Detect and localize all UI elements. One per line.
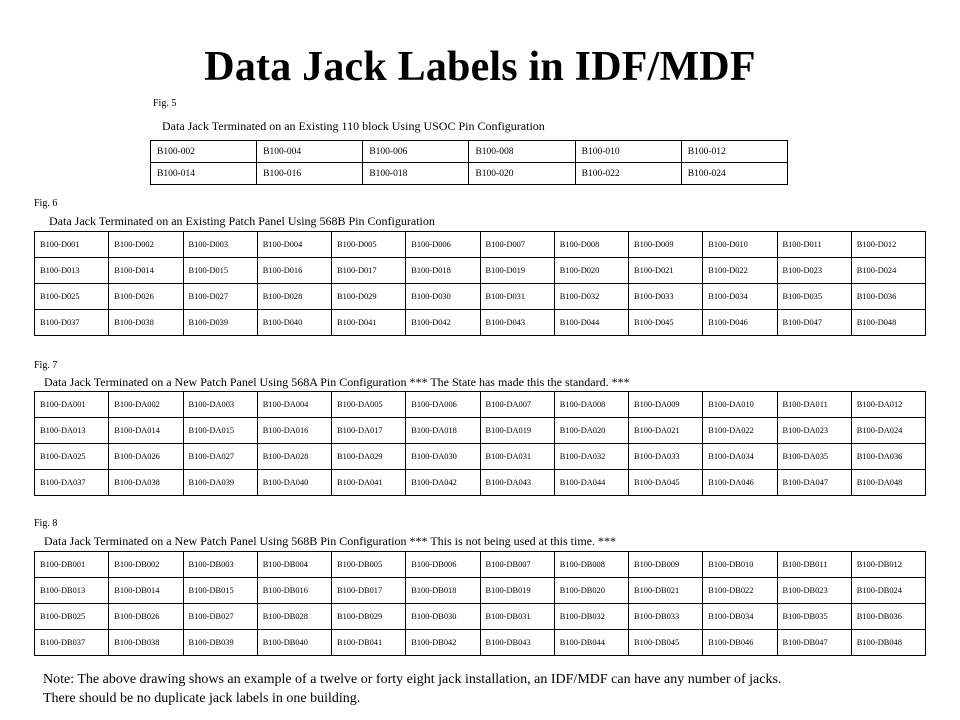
jack-label-cell: B100-DB003 <box>183 552 257 578</box>
jack-label-cell: B100-DA001 <box>35 392 109 418</box>
table-row <box>151 141 788 163</box>
jack-label-cell: B100-D014 <box>109 258 183 284</box>
jack-label-cell: B100-D019 <box>480 258 554 284</box>
jack-label-cell: B100-DB011 <box>777 552 851 578</box>
jack-label-cell: B100-004 <box>257 141 363 163</box>
jack-label-cell: B100-D044 <box>554 310 628 336</box>
jack-label-cell: B100-DA007 <box>480 392 554 418</box>
jack-label-cell: B100-D048 <box>851 310 925 336</box>
table-row <box>35 258 926 284</box>
jack-label-cell: B100-D021 <box>629 258 703 284</box>
jack-label-cell: B100-DA034 <box>703 444 777 470</box>
jack-label-cell: B100-D020 <box>554 258 628 284</box>
jack-label-cell: B100-DB028 <box>257 604 331 630</box>
jack-label-cell: B100-D037 <box>35 310 109 336</box>
jack-label-cell: B100-008 <box>469 141 575 163</box>
footer-note <box>43 670 943 708</box>
jack-label-cell: B100-DA005 <box>332 392 406 418</box>
jack-label-cell: B100-D017 <box>332 258 406 284</box>
jack-label-cell: B100-DB016 <box>257 578 331 604</box>
jack-label-cell: B100-DA023 <box>777 418 851 444</box>
jack-label-cell: B100-D047 <box>777 310 851 336</box>
jack-label-cell: B100-018 <box>363 163 469 185</box>
jack-label-cell: B100-DB038 <box>109 630 183 656</box>
fig-8-jack-table <box>34 551 926 656</box>
jack-label-cell: B100-DA033 <box>629 444 703 470</box>
jack-label-cell: B100-DA048 <box>851 470 925 496</box>
table-row <box>35 392 926 418</box>
jack-label-cell: B100-DA026 <box>109 444 183 470</box>
jack-label-cell: B100-DB048 <box>851 630 925 656</box>
table-row <box>35 604 926 630</box>
jack-label-cell: B100-DB037 <box>35 630 109 656</box>
table-row <box>35 418 926 444</box>
jack-label-cell: B100-DA013 <box>35 418 109 444</box>
jack-label-cell: B100-024 <box>681 163 787 185</box>
jack-label-cell: B100-D011 <box>777 232 851 258</box>
jack-label-cell: B100-DA031 <box>480 444 554 470</box>
jack-label-cell: B100-DA019 <box>480 418 554 444</box>
jack-label-cell: B100-D016 <box>257 258 331 284</box>
fig-5-label: Fig. 5 <box>153 98 177 109</box>
fig-7-label: Fig. 7 <box>34 360 58 371</box>
jack-label-cell: B100-D028 <box>257 284 331 310</box>
jack-label-cell: B100-DA015 <box>183 418 257 444</box>
jack-label-cell: B100-DB024 <box>851 578 925 604</box>
jack-label-cell: B100-D001 <box>35 232 109 258</box>
jack-label-cell: B100-D034 <box>703 284 777 310</box>
jack-label-cell: B100-DB009 <box>629 552 703 578</box>
jack-label-cell: B100-DA003 <box>183 392 257 418</box>
jack-label-cell: B100-DB027 <box>183 604 257 630</box>
jack-label-cell: B100-DB008 <box>554 552 628 578</box>
jack-label-cell: B100-D033 <box>629 284 703 310</box>
jack-label-cell: B100-DB005 <box>332 552 406 578</box>
jack-label-cell: B100-D038 <box>109 310 183 336</box>
jack-label-cell: B100-D046 <box>703 310 777 336</box>
jack-label-cell: B100-D026 <box>109 284 183 310</box>
fig-6-jack-table <box>34 231 926 336</box>
jack-label-cell: B100-DB039 <box>183 630 257 656</box>
jack-label-cell: B100-DB029 <box>332 604 406 630</box>
jack-label-cell: B100-DA012 <box>851 392 925 418</box>
jack-label-cell: B100-DA047 <box>777 470 851 496</box>
jack-label-cell: B100-DA036 <box>851 444 925 470</box>
jack-label-cell: B100-D022 <box>703 258 777 284</box>
jack-label-cell: B100-DB013 <box>35 578 109 604</box>
jack-label-cell: B100-D013 <box>35 258 109 284</box>
jack-label-cell: B100-DB004 <box>257 552 331 578</box>
jack-label-cell: B100-D024 <box>851 258 925 284</box>
fig-6-label: Fig. 6 <box>34 198 58 209</box>
jack-label-cell: B100-DB010 <box>703 552 777 578</box>
jack-label-cell: B100-DB014 <box>109 578 183 604</box>
jack-label-cell: B100-D031 <box>480 284 554 310</box>
jack-label-cell: B100-D005 <box>332 232 406 258</box>
jack-label-cell: B100-D008 <box>554 232 628 258</box>
jack-label-cell: B100-D040 <box>257 310 331 336</box>
jack-label-cell: B100-DA039 <box>183 470 257 496</box>
jack-label-cell: B100-D032 <box>554 284 628 310</box>
jack-label-cell: B100-DB018 <box>406 578 480 604</box>
jack-label-cell: B100-DB023 <box>777 578 851 604</box>
jack-label-cell: B100-DA032 <box>554 444 628 470</box>
fig-6-caption: Data Jack Terminated on an Existing Patch Panel Using 568B Pin Configuration <box>49 214 435 228</box>
jack-label-cell: B100-DB015 <box>183 578 257 604</box>
table-row <box>35 284 926 310</box>
jack-label-cell: B100-014 <box>151 163 257 185</box>
jack-label-cell: B100-DA038 <box>109 470 183 496</box>
jack-label-cell: B100-DB033 <box>629 604 703 630</box>
jack-label-cell: B100-DB030 <box>406 604 480 630</box>
jack-label-cell: B100-DA040 <box>257 470 331 496</box>
jack-label-cell: B100-DB044 <box>554 630 628 656</box>
jack-label-cell: B100-DB002 <box>109 552 183 578</box>
jack-label-cell: B100-DA010 <box>703 392 777 418</box>
jack-label-cell: B100-DA011 <box>777 392 851 418</box>
jack-label-cell: B100-006 <box>363 141 469 163</box>
fig-7-jack-table <box>34 391 926 496</box>
jack-label-cell: B100-DB041 <box>332 630 406 656</box>
jack-label-cell: B100-DA009 <box>629 392 703 418</box>
jack-label-cell: B100-DA016 <box>257 418 331 444</box>
jack-label-cell: B100-DB019 <box>480 578 554 604</box>
jack-label-cell: B100-DB025 <box>35 604 109 630</box>
jack-label-cell: B100-DA027 <box>183 444 257 470</box>
jack-label-cell: B100-D018 <box>406 258 480 284</box>
jack-label-cell: B100-D042 <box>406 310 480 336</box>
jack-label-cell: B100-016 <box>257 163 363 185</box>
jack-label-cell: B100-D015 <box>183 258 257 284</box>
fig-5-jack-table <box>150 140 788 185</box>
jack-label-cell: B100-010 <box>575 141 681 163</box>
jack-label-cell: B100-002 <box>151 141 257 163</box>
jack-label-cell: B100-DA021 <box>629 418 703 444</box>
jack-label-cell: B100-D003 <box>183 232 257 258</box>
jack-label-cell: B100-DB022 <box>703 578 777 604</box>
jack-label-cell: B100-D023 <box>777 258 851 284</box>
jack-label-cell: B100-DA029 <box>332 444 406 470</box>
jack-label-cell: B100-022 <box>575 163 681 185</box>
jack-label-cell: B100-D036 <box>851 284 925 310</box>
jack-label-cell: B100-DA045 <box>629 470 703 496</box>
fig-5-caption: Data Jack Terminated on an Existing 110 block Using USOC Pin Configuration <box>162 119 545 133</box>
table-row <box>35 630 926 656</box>
jack-label-cell: B100-DB020 <box>554 578 628 604</box>
jack-label-cell: B100-D010 <box>703 232 777 258</box>
jack-label-cell: B100-DA024 <box>851 418 925 444</box>
table-row <box>35 578 926 604</box>
jack-label-cell: B100-DA022 <box>703 418 777 444</box>
note-line-1: Note: The above drawing shows an example of a twelve or forty eight jack installation, an IDF/MDF can have any number of jacks. <box>43 672 782 687</box>
jack-label-cell: B100-D025 <box>35 284 109 310</box>
jack-label-cell: B100-DA002 <box>109 392 183 418</box>
jack-label-cell: B100-DB040 <box>257 630 331 656</box>
jack-label-cell: B100-DA041 <box>332 470 406 496</box>
table-row <box>35 310 926 336</box>
jack-label-cell: B100-DA044 <box>554 470 628 496</box>
jack-label-cell: B100-D045 <box>629 310 703 336</box>
jack-label-cell: B100-D043 <box>480 310 554 336</box>
page-title: Data Jack Labels in IDF/MDF <box>204 44 756 90</box>
jack-label-cell: B100-DB046 <box>703 630 777 656</box>
jack-label-cell: B100-DB006 <box>406 552 480 578</box>
jack-label-cell: B100-DB031 <box>480 604 554 630</box>
jack-label-cell: B100-D029 <box>332 284 406 310</box>
table-row <box>151 163 788 185</box>
jack-label-cell: B100-DA046 <box>703 470 777 496</box>
jack-label-cell: B100-DA043 <box>480 470 554 496</box>
jack-label-cell: B100-DB001 <box>35 552 109 578</box>
jack-label-cell: B100-D007 <box>480 232 554 258</box>
jack-label-cell: B100-DA028 <box>257 444 331 470</box>
jack-label-cell: B100-DB045 <box>629 630 703 656</box>
jack-label-cell: B100-DA035 <box>777 444 851 470</box>
jack-label-cell: B100-DB007 <box>480 552 554 578</box>
jack-label-cell: B100-DB021 <box>629 578 703 604</box>
table-row <box>35 232 926 258</box>
jack-label-cell: B100-DB035 <box>777 604 851 630</box>
jack-label-cell: B100-DB034 <box>703 604 777 630</box>
jack-label-cell: B100-012 <box>681 141 787 163</box>
jack-label-cell: B100-D039 <box>183 310 257 336</box>
jack-label-cell: B100-DB026 <box>109 604 183 630</box>
fig-7-caption: Data Jack Terminated on a New Patch Panel Using 568A Pin Configuration *** The State has made this the standard. *** <box>44 375 630 389</box>
jack-label-cell: B100-DA025 <box>35 444 109 470</box>
jack-label-cell: B100-DA014 <box>109 418 183 444</box>
jack-label-cell: B100-020 <box>469 163 575 185</box>
jack-label-cell: B100-DA037 <box>35 470 109 496</box>
jack-label-cell: B100-DB012 <box>851 552 925 578</box>
jack-label-cell: B100-DA004 <box>257 392 331 418</box>
table-row <box>35 552 926 578</box>
jack-label-cell: B100-DA006 <box>406 392 480 418</box>
jack-label-cell: B100-D030 <box>406 284 480 310</box>
fig-8-caption: Data Jack Terminated on a New Patch Panel Using 568B Pin Configuration *** This is not being used at this time. *** <box>44 534 616 548</box>
jack-label-cell: B100-DB047 <box>777 630 851 656</box>
jack-label-cell: B100-DB042 <box>406 630 480 656</box>
jack-label-cell: B100-D012 <box>851 232 925 258</box>
jack-label-cell: B100-D009 <box>629 232 703 258</box>
table-row <box>35 470 926 496</box>
jack-label-cell: B100-DA008 <box>554 392 628 418</box>
jack-label-cell: B100-D027 <box>183 284 257 310</box>
jack-label-cell: B100-D004 <box>257 232 331 258</box>
jack-label-cell: B100-D035 <box>777 284 851 310</box>
jack-label-cell: B100-DB017 <box>332 578 406 604</box>
jack-label-cell: B100-D041 <box>332 310 406 336</box>
jack-label-cell: B100-DA030 <box>406 444 480 470</box>
jack-label-cell: B100-DA018 <box>406 418 480 444</box>
jack-label-cell: B100-D002 <box>109 232 183 258</box>
fig-8-label: Fig. 8 <box>34 518 58 529</box>
jack-label-cell: B100-D006 <box>406 232 480 258</box>
jack-label-cell: B100-DB036 <box>851 604 925 630</box>
jack-label-cell: B100-DB032 <box>554 604 628 630</box>
jack-label-cell: B100-DA020 <box>554 418 628 444</box>
note-line-2: There should be no duplicate jack labels in one building. <box>43 691 361 706</box>
jack-label-cell: B100-DA042 <box>406 470 480 496</box>
table-row <box>35 444 926 470</box>
jack-label-cell: B100-DA017 <box>332 418 406 444</box>
jack-label-cell: B100-DB043 <box>480 630 554 656</box>
